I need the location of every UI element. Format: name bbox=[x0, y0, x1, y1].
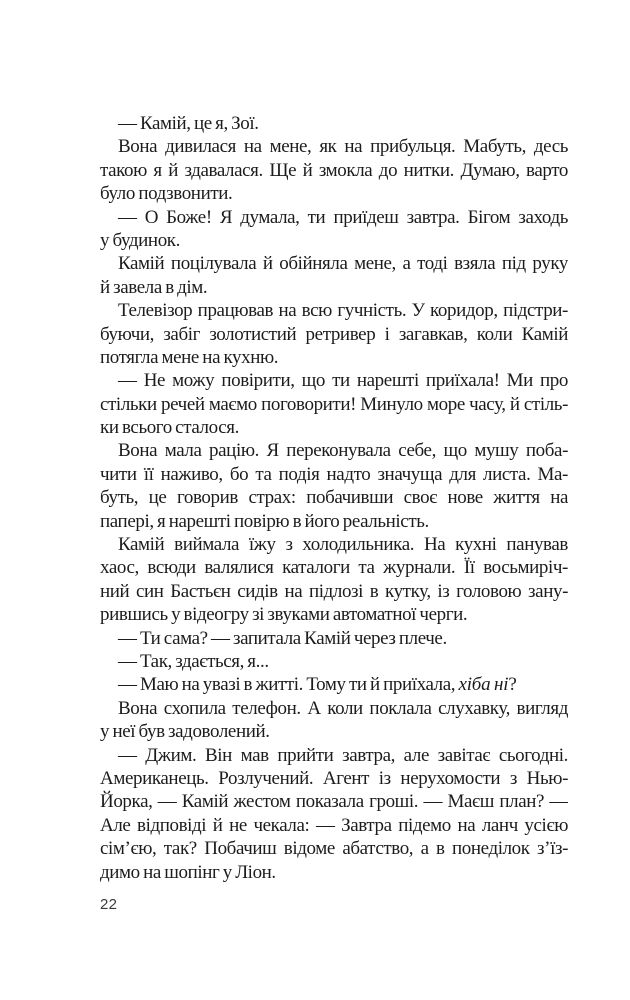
text-line: Вона схопила телефон. А коли поклала слухавку, вигляд bbox=[118, 697, 568, 719]
text-line: Йорка, — Камій жестом показала гроші. — Маєш план? — bbox=[100, 791, 568, 813]
text-line: Американець. Розлучений. Агент із нерухомости з Нью- bbox=[100, 767, 568, 789]
text-line bbox=[100, 673, 568, 696]
text-line: ний син Бастьєн сидів на підлозі в кутку, із головою зану- bbox=[100, 580, 568, 602]
text-line: у неї був задоволений. bbox=[100, 721, 270, 743]
text-line: хаос, всюди валялися каталоги та журнали. Її восьмиріч- bbox=[100, 557, 568, 579]
paragraph bbox=[100, 112, 568, 135]
text-line: Камій виймала їжу з холодильника. На кухні панував bbox=[118, 534, 568, 556]
paragraph bbox=[100, 533, 568, 627]
text-line: папері, я нарешті повірю в його реальність. bbox=[100, 510, 429, 532]
paragraph bbox=[100, 439, 568, 533]
text-line: — Камій, це я, Зої. bbox=[118, 113, 259, 134]
text-line: — О Боже! Я думала, ти приїдеш завтра. Бігом заходь bbox=[118, 206, 568, 228]
text-line: чити її наживо, бо та подія надто значуща для листа. Ма- bbox=[100, 463, 568, 485]
paragraph bbox=[100, 252, 568, 299]
paragraph bbox=[100, 744, 568, 884]
paragraph bbox=[100, 135, 568, 205]
text-line: сім’єю, так? Побачиш відоме абатство, а в понеділок з’їз- bbox=[100, 838, 568, 860]
paragraph bbox=[100, 206, 568, 253]
page-text bbox=[100, 112, 568, 884]
page-number: 22 bbox=[100, 896, 118, 913]
text-line: буючи, забіг золотистий ретривер і загавкав, коли Камій bbox=[100, 323, 568, 345]
text-line: такою я й здавалася. Ще й змокла до нитки. Думаю, варто bbox=[100, 159, 568, 181]
paragraph bbox=[100, 369, 568, 439]
text-line: Камій поцілувала й обійняла мене, а тоді взяла під руку bbox=[118, 253, 568, 275]
text-line: Вона дивилася на мене, як на прибульця. Мабуть, десь bbox=[118, 136, 568, 158]
text-line: — Не можу повірити, що ти нарешті приїхала! Ми про bbox=[118, 370, 568, 392]
text-segment: ? bbox=[508, 674, 517, 696]
text-line: стільки речей маємо поговорити! Минуло море часу, й стіль- bbox=[100, 393, 568, 415]
text-line: Але відповіді й не чекала: — Завтра підемо на ланч усією bbox=[100, 814, 568, 836]
text-line: — Так, здається, я... bbox=[118, 650, 269, 672]
text-line: й завела в дім. bbox=[100, 276, 208, 298]
paragraph bbox=[100, 697, 568, 744]
text-line: потягла мене на кухню. bbox=[100, 346, 279, 368]
text-line: Телевізор працював на всю гучність. У коридор, підстри- bbox=[118, 300, 568, 322]
text-line: ки всього сталося. bbox=[100, 417, 239, 439]
paragraph bbox=[100, 673, 568, 696]
text-line: у будинок. bbox=[100, 229, 180, 251]
text-line: буть, це говорив страх: побачивши своє нове життя на bbox=[100, 487, 568, 509]
paragraph bbox=[100, 650, 568, 673]
text-line: рившись у відеогру зі звуками автоматної черги. bbox=[100, 604, 468, 626]
text-line: димо на шопінг у Ліон. bbox=[100, 861, 276, 883]
paragraph bbox=[100, 627, 568, 650]
italic-text: хіба ні bbox=[458, 674, 509, 696]
text-segment: — Маю на увазі в житті. Тому ти й приїхала, bbox=[118, 674, 459, 696]
text-line: було подзвонити. bbox=[100, 183, 233, 205]
text-line: — Ти сама? — запитала Камій через плече. bbox=[118, 627, 447, 649]
paragraph bbox=[100, 299, 568, 369]
text-line: Вона мала рацію. Я переконувала себе, що мушу поба- bbox=[118, 440, 568, 462]
text-line: — Джим. Він мав прийти завтра, але завітає сьогодні. bbox=[118, 744, 568, 766]
